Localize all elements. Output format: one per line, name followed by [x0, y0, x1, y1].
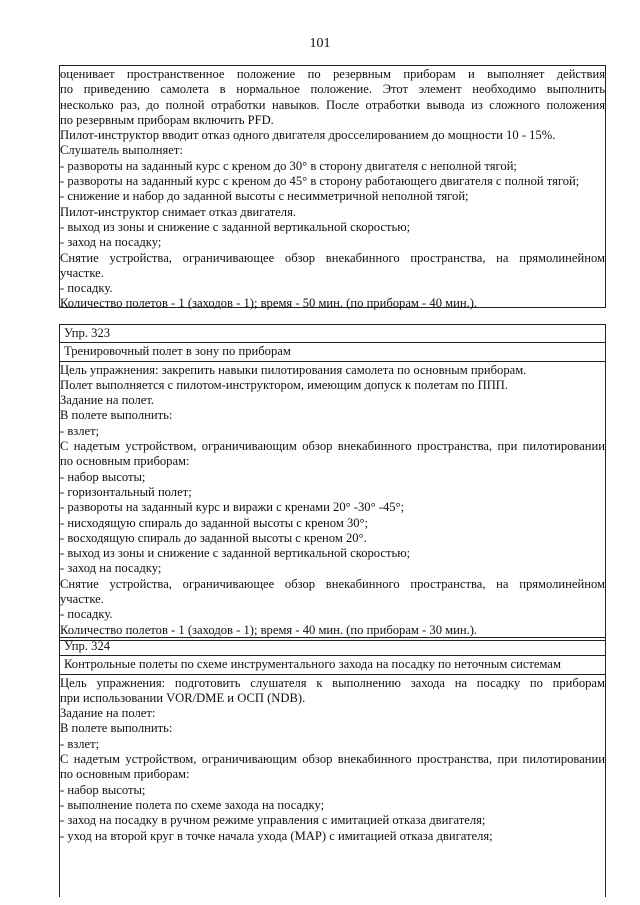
text-line: - заход на посадку;	[60, 561, 162, 576]
text-line: - уход на второй круг в точке начала ухода (MAP) с имитацией отказа двигателя;	[60, 828, 493, 843]
text-line: В полете выполнить:	[60, 721, 173, 736]
text-line: по резервным приборам включить PFD.	[60, 112, 274, 127]
exercise-323-number: Упр. 323	[60, 325, 605, 343]
text-line: участке.	[60, 265, 104, 280]
exercise-323-block	[59, 324, 606, 641]
text-line: - нисходящую спираль до заданной высоты с креном 30°;	[60, 515, 369, 530]
exercise-324-block	[59, 637, 606, 897]
text-line: оценивает пространственное положение по резервным приборам и выполняет действия	[60, 67, 605, 81]
text-line: - развороты на заданный курс с креном до 45° в сторону работающего двигателя с полной тягой;	[60, 174, 580, 189]
text-line: - развороты на заданный курс с креном до 30° в сторону двигателя с неполной тягой;	[60, 158, 517, 173]
page-number: 101	[309, 36, 331, 51]
text-line: Пилот-инструктор снимает отказ двигателя.	[60, 204, 297, 219]
continuation-body	[60, 66, 605, 314]
text-line: Снятие устройства, ограничивающее обзор внекабинного пространства, на прямолинейном	[60, 250, 605, 265]
text-line: по приведению самолета в нормальное положение. Этот элемент необходимо выполнить	[60, 82, 605, 97]
text-line: - посадку.	[60, 281, 113, 296]
exercise-324-number: Упр. 324	[60, 638, 605, 656]
text-line: Полет выполняется с пилотом-инструктором, имеющим допуск к полетам по ППП.	[60, 377, 509, 392]
text-line: - заход на посадку;	[60, 235, 162, 250]
exercise-324-body	[60, 675, 605, 846]
text-line: - выполнение полета по схеме захода на посадку;	[60, 797, 325, 812]
text-line: Цель упражнения: закрепить навыки пилотирования самолета по основным приборам.	[60, 362, 527, 377]
text-line: Снятие устройства, ограничивающее обзор внекабинного пространства, на прямолинейном	[60, 576, 605, 591]
text-line: несколько раз, до полной отработки навыков. После отработки вывода из сложного положения	[60, 97, 605, 112]
text-line: - взлет;	[60, 736, 100, 751]
text-line: Пилот-инструктор вводит отказ одного двигателя дросселированием до мощности 10 - 15%.	[60, 128, 556, 143]
text-line: - горизонтальный полет;	[60, 484, 192, 499]
text-line: Задание на полет:	[60, 706, 156, 721]
text-line: Количество полетов - 1 (заходов - 1); время - 50 мин. (по приборам - 40 мин.).	[60, 296, 478, 311]
text-line: С надетым устройством, ограничивающим обзор внекабинного пространства, при пилотировании	[60, 752, 605, 767]
exercise-324-title: Контрольные полеты по схеме инструментального захода на посадку по неточным системам	[60, 656, 605, 674]
continuation-block	[59, 65, 606, 311]
text-line: - выход из зоны и снижение с заданной вертикальной скоростью;	[60, 546, 411, 561]
exercise-323-title: Тренировочный полет в зону по приборам	[60, 343, 605, 361]
text-line: при использовании VOR/DME и ОСП (NDB).	[60, 690, 306, 705]
text-line: - развороты на заданный курс и виражи с кренами 20° -30° -45°;	[60, 500, 405, 515]
text-line: - посадку.	[60, 607, 113, 622]
text-line: по основным приборам:	[60, 767, 190, 782]
text-line: Слушатель выполняет:	[60, 143, 183, 158]
text-line: - заход на посадку в ручном режиме управления с имитацией отказа двигателя;	[60, 813, 486, 828]
text-line: - набор высоты;	[60, 469, 146, 484]
text-line: по основным приборам:	[60, 454, 190, 469]
text-line: - выход из зоны и снижение с заданной вертикальной скоростью;	[60, 219, 411, 234]
text-line: участке.	[60, 592, 104, 607]
text-line: В полете выполнить:	[60, 408, 173, 423]
text-line: - восходящую спираль до заданной высоты с креном 20°.	[60, 530, 367, 545]
text-line: Цель упражнения: подготовить слушателя к выполнению захода на посадку по приборам	[60, 675, 605, 690]
text-line: С надетым устройством, ограничивающим обзор внекабинного пространства, при пилотировании	[60, 439, 605, 454]
text-line: - набор высоты;	[60, 782, 146, 797]
text-line: - взлет;	[60, 423, 100, 438]
text-line: Количество полетов - 1 (заходов - 1); время - 40 мин. (по приборам - 30 мин.).	[60, 622, 478, 637]
text-line: - снижение и набор до заданной высоты с несимметричной неполной тягой;	[60, 189, 469, 204]
exercise-323-body	[60, 362, 605, 640]
text-line: Задание на полет.	[60, 393, 155, 408]
